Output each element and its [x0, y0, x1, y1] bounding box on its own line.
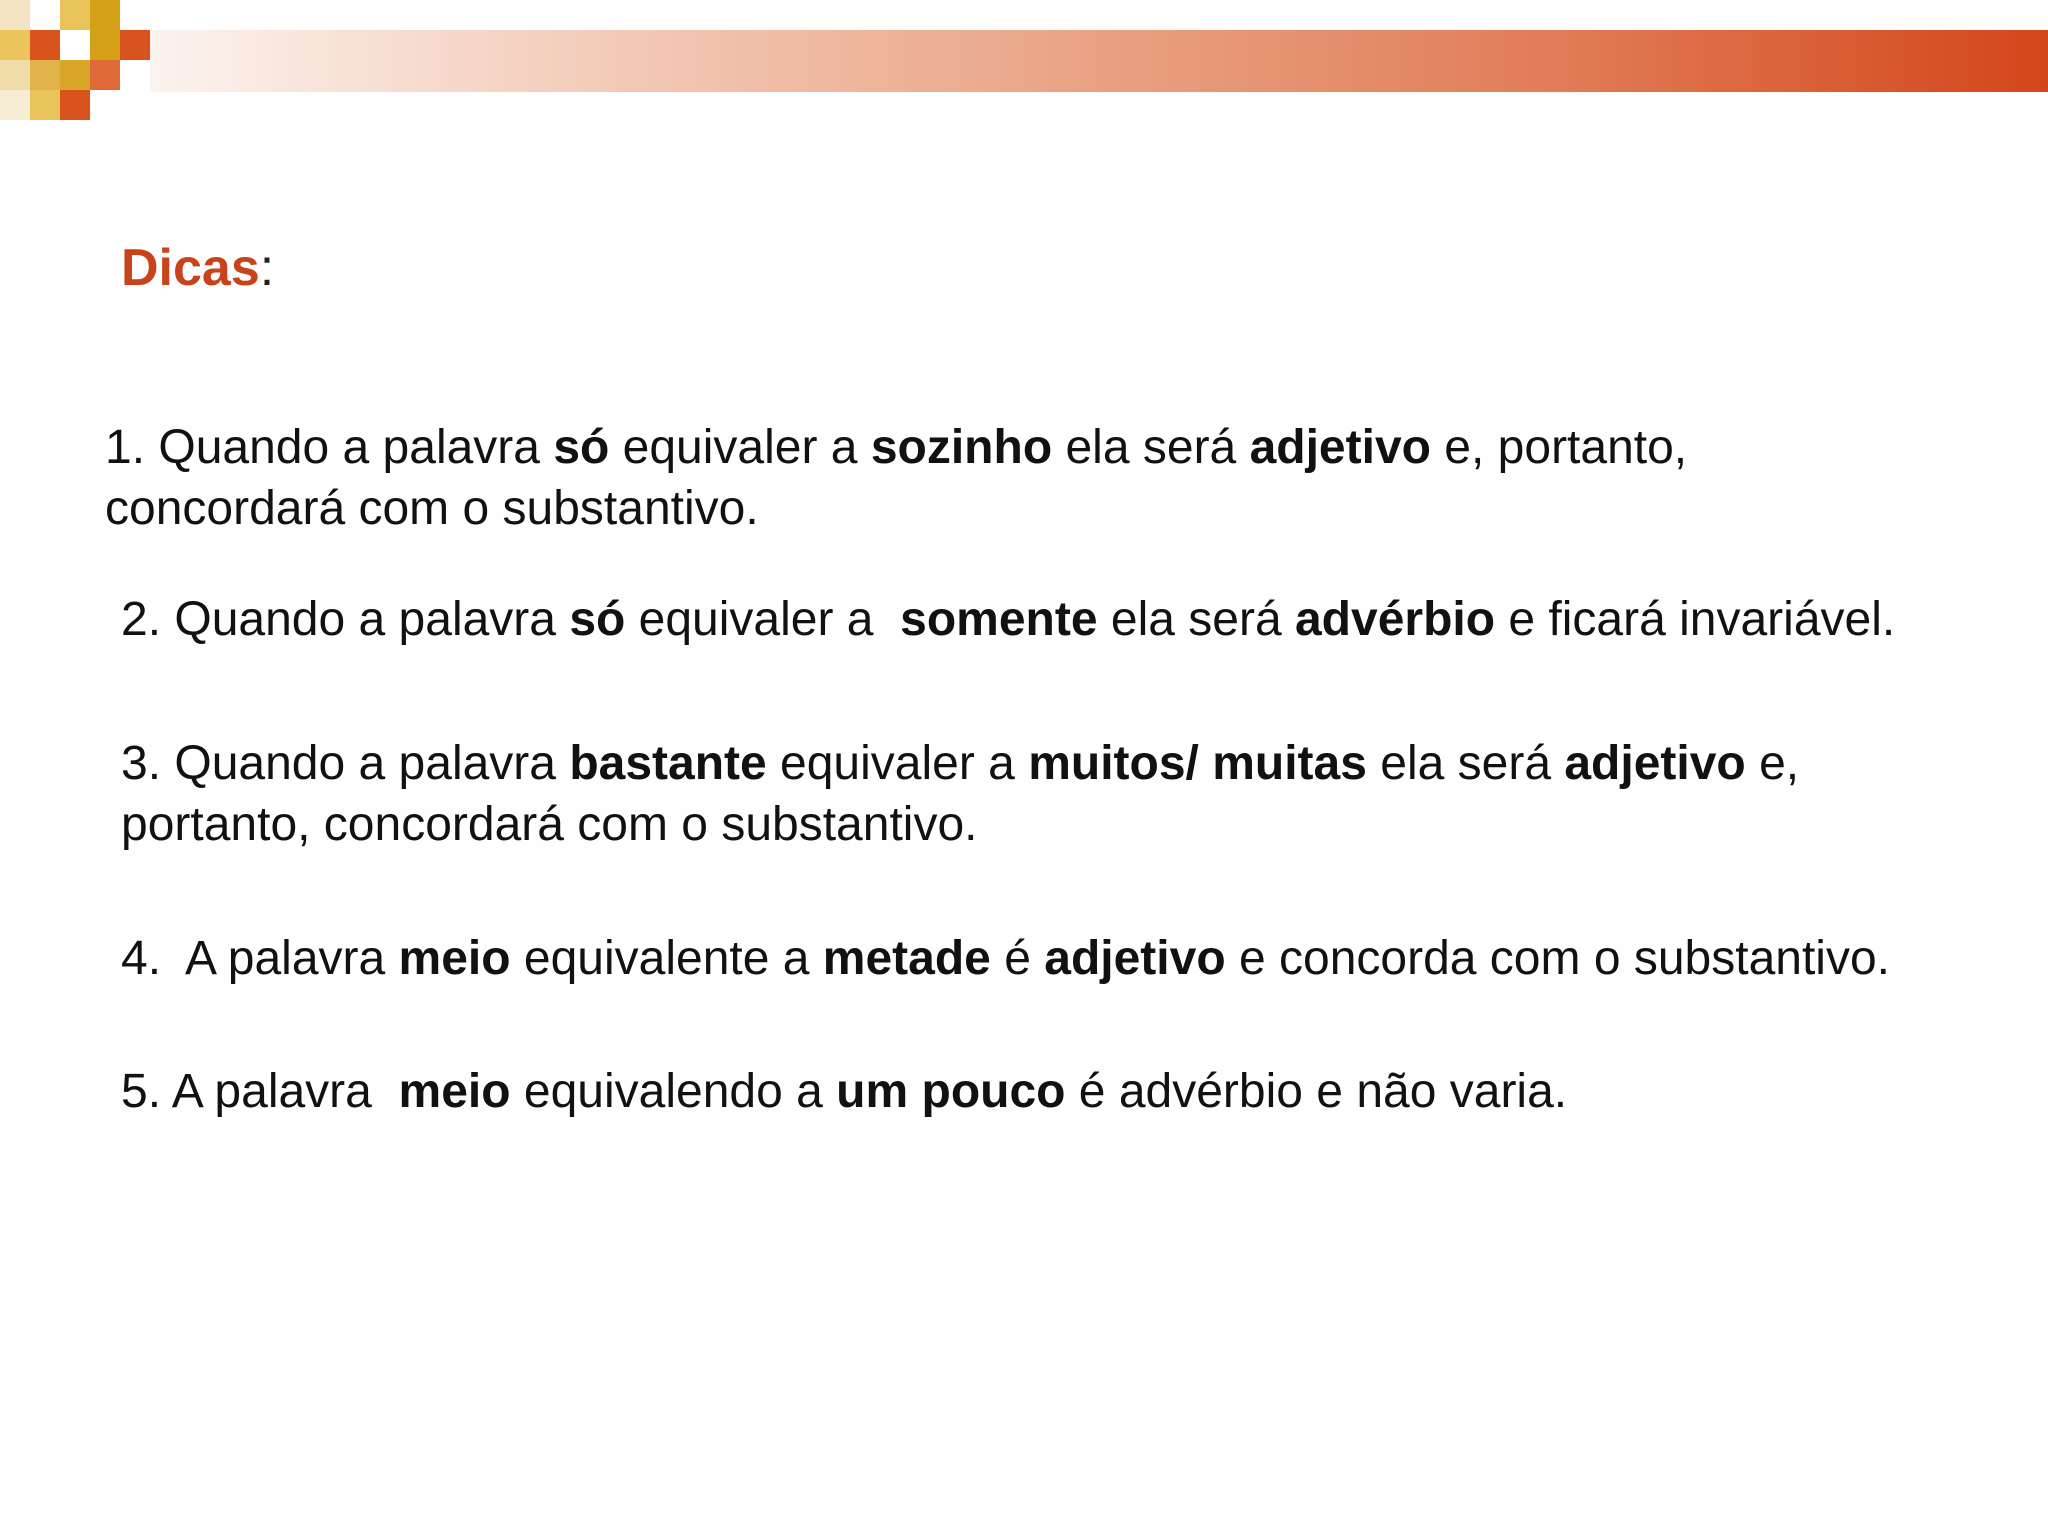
tip-3-seg: equivaler a: [766, 737, 1029, 790]
tip-3-seg: e,: [1745, 737, 1800, 790]
tip-4-bold: metade: [822, 932, 991, 985]
tip-1-bold: adjetivo: [1249, 421, 1431, 474]
tip-3-line-2: portanto, concordará com o substantivo.: [121, 798, 978, 851]
tip-3-bold: adjetivo: [1564, 737, 1746, 790]
tip-3-seg: 3. Quando a palavra: [121, 737, 570, 790]
tip-4: [121, 928, 1890, 989]
tip-4-seg: é: [990, 932, 1045, 985]
tip-1-bold: sozinho: [870, 421, 1053, 474]
tip-5-bold: meio: [398, 1065, 511, 1118]
title-colon: :: [259, 239, 275, 297]
tip-1-seg: e, portanto,: [1430, 421, 1688, 474]
tip-2-bold: advérbio: [1294, 593, 1496, 646]
checkered-logo: [0, 0, 160, 125]
tip-2-bold: só: [569, 593, 626, 646]
tip-3-bold: muitos/ muitas: [1028, 737, 1367, 790]
tip-4-line-1: [121, 928, 1890, 989]
tip-1: [105, 417, 1687, 539]
title-word: Dicas: [121, 239, 260, 297]
tip-2-seg: e ficará invariável.: [1495, 593, 1896, 646]
tip-5-seg: 5. A palavra: [121, 1065, 399, 1118]
tip-5-seg: é advérbio e não varia.: [1065, 1065, 1568, 1118]
tip-1-bold: só: [553, 421, 610, 474]
tip-3-bold: bastante: [569, 737, 767, 790]
tip-4-seg: 4. A palavra: [121, 932, 399, 985]
tip-4-bold: adjetivo: [1044, 932, 1226, 985]
tip-1-seg: ela será: [1052, 421, 1250, 474]
tip-3: [121, 733, 1799, 855]
tip-1-seg: equivaler a: [609, 421, 871, 474]
tip-5-line-1: [121, 1061, 1567, 1122]
tip-2-seg: 2. Quando a palavra: [121, 593, 570, 646]
tip-2: [121, 589, 1895, 650]
tip-3-line-1: [121, 733, 1799, 794]
tip-5: [121, 1061, 1567, 1122]
slide-title: [121, 238, 274, 298]
tip-4-bold: meio: [398, 932, 511, 985]
tip-1-seg: 1. Quando a palavra: [105, 421, 554, 474]
header-gradient-band: [150, 30, 2048, 92]
tip-5-bold: um pouco: [836, 1065, 1066, 1118]
tip-1-line-2: concordará com o substantivo.: [105, 482, 759, 535]
tip-2-bold: somente: [900, 593, 1098, 646]
tip-4-seg: e concorda com o substantivo.: [1225, 932, 1890, 985]
tip-2-line-1: [121, 589, 1895, 650]
tip-1-line-1: [105, 417, 1687, 478]
tip-2-seg: ela será: [1097, 593, 1295, 646]
tip-5-seg: equivalendo a: [510, 1065, 837, 1118]
tip-3-seg: ela será: [1366, 737, 1565, 790]
tip-2-seg: equivaler a: [625, 593, 901, 646]
tip-4-seg: equivalente a: [510, 932, 823, 985]
